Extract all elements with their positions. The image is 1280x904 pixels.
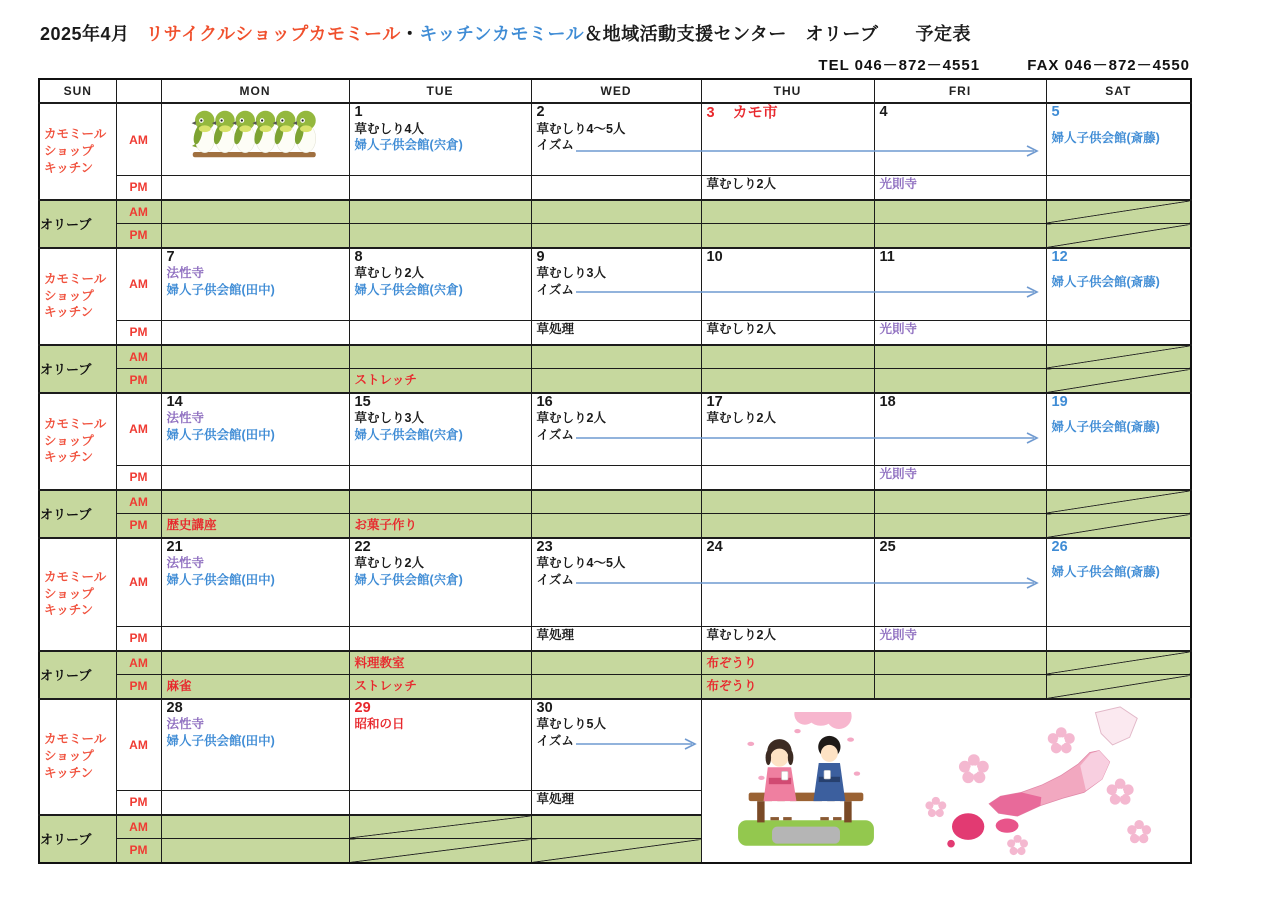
day-number-line: [875, 104, 1046, 121]
cell-w4-tue-pm: [349, 627, 531, 651]
olive-label: オリーブ: [39, 200, 116, 248]
cell-w1-wed-olive-am: [531, 200, 701, 224]
olive-label: オリーブ: [39, 490, 116, 538]
cell-w2-mon-am: [161, 248, 349, 321]
day-number: 4: [879, 104, 888, 120]
cell-w1-wed-pm: [531, 176, 701, 200]
day-number: 15: [354, 393, 371, 410]
cell-w5-mon-olive-pm: [161, 839, 349, 863]
cell-w3-mon-olive-pm: [161, 514, 349, 538]
kamomile-shop-kitchen-label: [39, 699, 116, 815]
cell-w5-wed-am: [531, 699, 701, 791]
olive-label: オリーブ: [39, 815, 116, 863]
seasonal-illustrations: [702, 705, 1191, 857]
event-text: 草処理: [536, 322, 575, 336]
tel-number: TEL 046－872－4551: [818, 57, 981, 74]
day-number-line: [1047, 539, 1191, 556]
event-text: 婦人子供会館(田中): [166, 282, 275, 297]
day-number: 19: [1051, 393, 1068, 410]
day-number: 9: [536, 248, 545, 265]
cell-w3-mon-pm: [161, 466, 349, 490]
day-number: 8: [354, 248, 363, 265]
cell-w5-mon-pm: [161, 791, 349, 815]
cell-w4-tue-am: [349, 538, 531, 627]
day-number: 26: [1051, 538, 1068, 555]
fax-number: FAX 046－872－4550: [1027, 57, 1190, 74]
event-text: 婦人子供会館(宍倉): [354, 572, 463, 587]
cell-w1-thu-olive-am: [701, 200, 874, 224]
schedule-table-host: [38, 78, 1192, 864]
day-number-line: [532, 700, 701, 717]
event-text: 布ぞうり: [706, 679, 757, 694]
cell-w1-thu-am: [701, 103, 874, 176]
event-text: 草むしり3人: [536, 266, 606, 281]
event-text: 麻雀: [166, 679, 192, 694]
cell-w2-wed-olive-pm: [531, 369, 701, 393]
day-header-wed: WED: [531, 79, 701, 103]
am-label: AM: [116, 699, 161, 791]
label-line: ショップ: [44, 143, 94, 158]
cell-w2-wed-am: [531, 248, 701, 321]
event-text: 法性寺: [166, 266, 205, 281]
cell-w1-sat-olive-am: [1046, 200, 1191, 224]
event-text: 草むしり2人: [706, 177, 776, 191]
week2-olive-am-row: [39, 345, 1191, 369]
event-text: 草むしり2人: [706, 628, 776, 642]
day-number-line: [162, 539, 349, 556]
cell-w2-thu-olive-am: [701, 345, 874, 369]
day-number: 21: [166, 538, 183, 555]
event-text: 草処理: [536, 628, 575, 642]
day-header-sat: SAT: [1046, 79, 1191, 103]
cell-w1-wed-olive-pm: [531, 224, 701, 248]
cell-w4-tue-olive-am: [349, 651, 531, 675]
cell-w1-sat-olive-pm: [1046, 224, 1191, 248]
cell-w3-sat-am: [1046, 393, 1191, 466]
cell-w3-mon-am: [161, 393, 349, 466]
week3-olive-am-row: [39, 490, 1191, 514]
cell-w1-wed-am: [531, 103, 701, 176]
label-line: キッチン: [44, 305, 94, 320]
cell-w1-thu-olive-pm: [701, 224, 874, 248]
cell-w2-mon-olive-am: [161, 345, 349, 369]
event-text: 歴史講座: [166, 518, 217, 533]
cell-w1-mon-am: [161, 103, 349, 176]
day-number: 18: [879, 393, 896, 410]
cell-w2-sat-am: [1046, 248, 1191, 321]
day-header-mon: MON: [161, 79, 349, 103]
day-number-line: [162, 394, 349, 411]
week2-pm-row: [39, 321, 1191, 345]
cell-w3-thu-am: [701, 393, 874, 466]
cell-w2-thu-pm: [701, 321, 874, 345]
mejiro-birds-illustration: [174, 104, 336, 170]
cell-w4-thu-olive-pm: [701, 675, 874, 699]
cell-w1-fri-pm: [874, 176, 1046, 200]
week4-olive-am-row: [39, 651, 1191, 675]
am-label: AM: [116, 651, 161, 675]
cell-w4-fri-olive-am: [874, 651, 1046, 675]
day-header-sun: SUN: [39, 79, 116, 103]
cell-w4-wed-olive-pm: [531, 675, 701, 699]
label-line: キッチン: [44, 450, 94, 465]
label-line: ショップ: [44, 749, 94, 764]
cell-w1-fri-olive-am: [874, 200, 1046, 224]
cell-w2-mon-pm: [161, 321, 349, 345]
cell-w4-tue-olive-pm: [349, 675, 531, 699]
title-kitchen-name: キッチンカモミール: [419, 24, 585, 44]
pm-label: PM: [116, 466, 161, 490]
olive-label: オリーブ: [39, 345, 116, 393]
event-text: 婦人子供会館(斎藤): [1051, 130, 1160, 145]
am-label: AM: [116, 538, 161, 627]
day-number-line: [875, 394, 1046, 411]
kamomile-shop-kitchen-label: [39, 393, 116, 490]
pm-label: PM: [116, 791, 161, 815]
event-text: 光則寺: [879, 628, 918, 642]
event-text: 草むしり4～5人: [536, 556, 626, 571]
event-text: イズム: [536, 572, 574, 587]
label-line: カモミール: [44, 569, 107, 584]
seasonal-illustration-cell: [701, 699, 1191, 863]
weekday-header-row: [39, 79, 1191, 103]
am-label: AM: [116, 815, 161, 839]
cell-w4-mon-am: [161, 538, 349, 627]
cell-w3-thu-pm: [701, 466, 874, 490]
cell-w2-wed-pm: [531, 321, 701, 345]
event-text: ストレッチ: [354, 373, 417, 388]
day-number: 17: [706, 393, 723, 410]
cell-w4-thu-olive-am: [701, 651, 874, 675]
week4-pm-row: [39, 627, 1191, 651]
cell-w3-sat-olive-am: [1046, 490, 1191, 514]
event-text: 婦人子供会館(斎藤): [1051, 420, 1160, 435]
event-text: 法性寺: [166, 717, 205, 732]
cell-w4-wed-pm: [531, 627, 701, 651]
cell-w1-mon-olive-pm: [161, 224, 349, 248]
label-line: カモミール: [44, 271, 107, 286]
event-text: 光則寺: [879, 177, 918, 191]
cell-w3-fri-pm: [874, 466, 1046, 490]
cell-w3-tue-pm: [349, 466, 531, 490]
kamomile-shop-kitchen-label: [39, 248, 116, 345]
event-text: 婦人子供会館(斎藤): [1051, 275, 1160, 290]
cell-w3-tue-am: [349, 393, 531, 466]
day-number: 28: [166, 699, 183, 716]
event-text: 婦人子供会館(田中): [166, 572, 275, 587]
cell-w4-sat-olive-pm: [1046, 675, 1191, 699]
kamomile-shop-kitchen-label: [39, 538, 116, 651]
day-number-line: [1047, 104, 1191, 121]
event-text: 草むしり5人: [536, 717, 606, 732]
event-text: イズム: [536, 138, 574, 153]
pm-label: PM: [116, 675, 161, 699]
schedule-table: [38, 78, 1192, 864]
cell-w3-mon-olive-am: [161, 490, 349, 514]
cell-w5-wed-olive-am: [531, 815, 701, 839]
pm-label: PM: [116, 369, 161, 393]
week3-olive-pm-row: [39, 514, 1191, 538]
event-text: 法性寺: [166, 556, 205, 571]
cell-w4-mon-olive-am: [161, 651, 349, 675]
title-shop-name: リサイクルショップカモミール: [145, 24, 401, 44]
cell-w4-sat-am: [1046, 538, 1191, 627]
cell-w3-fri-olive-pm: [874, 514, 1046, 538]
event-text: 草むしり2人: [536, 411, 606, 426]
cell-w3-wed-olive-pm: [531, 514, 701, 538]
week4-olive-pm-row: [39, 675, 1191, 699]
day-number-line: [1047, 394, 1191, 411]
cell-w2-thu-am: [701, 248, 874, 321]
cell-w4-wed-am: [531, 538, 701, 627]
label-line: カモミール: [44, 126, 107, 141]
cell-w3-sat-pm: [1046, 466, 1191, 490]
am-label: AM: [116, 393, 161, 466]
event-text: 法性寺: [166, 411, 205, 426]
pm-label: PM: [116, 321, 161, 345]
cell-w1-thu-pm: [701, 176, 874, 200]
cell-w2-sat-olive-pm: [1046, 369, 1191, 393]
day-number: 3: [706, 105, 715, 121]
day-header-tue: TUE: [349, 79, 531, 103]
label-line: ショップ: [44, 586, 94, 601]
day-number-line: [350, 249, 531, 266]
page-title: [40, 20, 971, 46]
cell-w4-wed-olive-am: [531, 651, 701, 675]
event-text: 草むしり4人: [354, 121, 424, 136]
day-number: 2: [536, 104, 545, 120]
cell-w3-fri-olive-am: [874, 490, 1046, 514]
day-number: 11: [879, 248, 895, 265]
cell-w5-mon-am: [161, 699, 349, 791]
event-text: イズム: [536, 733, 574, 748]
cell-w3-wed-am: [531, 393, 701, 466]
day-number: 16: [536, 393, 553, 410]
cell-w3-tue-olive-pm: [349, 514, 531, 538]
day-number-line: [702, 394, 874, 411]
cell-w1-tue-olive-am: [349, 200, 531, 224]
contact-info: [818, 54, 1190, 75]
event-text: 婦人子供会館(田中): [166, 733, 275, 748]
event-text: 草むしり4～5人: [536, 121, 626, 136]
day-number-line: [162, 249, 349, 266]
week1-am-row: [39, 103, 1191, 176]
label-line: キッチン: [44, 603, 94, 618]
cell-w2-tue-am: [349, 248, 531, 321]
title-rest: ＆地域活動支援センター オリーブ 予定表: [584, 24, 971, 44]
label-line: キッチン: [44, 160, 94, 175]
cell-w1-mon-olive-am: [161, 200, 349, 224]
week1-olive-pm-row: [39, 224, 1191, 248]
event-text: 布ぞうり: [706, 655, 757, 670]
hanami-couple-illustration: [731, 712, 881, 850]
week1-pm-row: [39, 176, 1191, 200]
cell-w3-wed-pm: [531, 466, 701, 490]
am-label: AM: [116, 103, 161, 176]
event-text: 婦人子供会館(田中): [166, 427, 275, 442]
event-text: 婦人子供会館(宍倉): [354, 427, 463, 442]
cell-w5-tue-olive-am: [349, 815, 531, 839]
cell-w2-sat-olive-am: [1046, 345, 1191, 369]
cell-w4-sat-pm: [1046, 627, 1191, 651]
cell-w2-sat-pm: [1046, 321, 1191, 345]
day-number-line: [875, 249, 1046, 266]
event-text: 光則寺: [879, 322, 918, 336]
pm-label: PM: [116, 514, 161, 538]
event-text: 昭和の日: [354, 717, 405, 732]
cell-w4-thu-pm: [701, 627, 874, 651]
cell-w4-fri-am: [874, 538, 1046, 627]
day-number-line: [702, 104, 874, 122]
event-text: 草むしり2人: [706, 411, 776, 426]
cell-w4-mon-pm: [161, 627, 349, 651]
cell-w5-tue-pm: [349, 791, 531, 815]
event-text: 草むしり2人: [354, 266, 424, 281]
week4-am-row: [39, 538, 1191, 627]
event-text: 草処理: [536, 792, 575, 806]
week5-am-row: [39, 699, 1191, 791]
cell-w2-fri-olive-pm: [874, 369, 1046, 393]
label-line: ショップ: [44, 433, 94, 448]
cell-w1-tue-pm: [349, 176, 531, 200]
cell-w2-tue-olive-am: [349, 345, 531, 369]
event-text: ストレッチ: [354, 679, 417, 694]
day-number: 25: [879, 538, 896, 555]
pm-label: PM: [116, 839, 161, 863]
day-number: 23: [536, 538, 553, 555]
cell-w4-fri-olive-pm: [874, 675, 1046, 699]
week2-am-row: [39, 248, 1191, 321]
am-label: AM: [116, 490, 161, 514]
day-number: 12: [1051, 248, 1068, 265]
cell-w1-fri-am: [874, 103, 1046, 176]
label-line: キッチン: [44, 765, 94, 780]
day-header-thu: THU: [701, 79, 874, 103]
day-number: 29: [354, 699, 371, 716]
label-line: カモミール: [44, 732, 107, 747]
day-number: 7: [166, 248, 175, 265]
cell-w2-fri-pm: [874, 321, 1046, 345]
event-text: イズム: [536, 282, 574, 297]
day-number-line: [702, 539, 874, 556]
day-header-fri: FRI: [874, 79, 1046, 103]
day-number: 1: [354, 104, 363, 120]
event-text: 婦人子供会館(宍倉): [354, 138, 463, 153]
cell-w1-sat-am: [1046, 103, 1191, 176]
day-number-line: [350, 700, 531, 717]
sakura-front-map-illustration: [915, 705, 1160, 857]
event-text: 料理教室: [354, 655, 405, 670]
cell-w2-tue-pm: [349, 321, 531, 345]
cell-w5-mon-olive-am: [161, 815, 349, 839]
title-year-month: 2025年4月: [40, 24, 130, 44]
week1-olive-am-row: [39, 200, 1191, 224]
event-text: 草むしり3人: [354, 411, 424, 426]
day-number: 10: [706, 248, 723, 265]
cell-w2-mon-olive-pm: [161, 369, 349, 393]
label-line: ショップ: [44, 288, 94, 303]
cell-w1-tue-am: [349, 103, 531, 176]
pm-label: PM: [116, 627, 161, 651]
am-label: AM: [116, 345, 161, 369]
cell-w3-tue-olive-am: [349, 490, 531, 514]
am-label: AM: [116, 248, 161, 321]
day-number-line: [532, 539, 701, 556]
week3-am-row: [39, 393, 1191, 466]
cell-w2-thu-olive-pm: [701, 369, 874, 393]
cell-w3-wed-olive-am: [531, 490, 701, 514]
event-text: 婦人子供会館(宍倉): [354, 282, 463, 297]
day-header-spacer: [116, 79, 161, 103]
cell-w2-fri-am: [874, 248, 1046, 321]
event-text: 草むしり2人: [706, 322, 776, 336]
title-separator: ・: [400, 24, 420, 44]
day-number-line: [350, 104, 531, 121]
week3-pm-row: [39, 466, 1191, 490]
pm-label: PM: [116, 176, 161, 200]
cell-w4-mon-olive-pm: [161, 675, 349, 699]
cell-w4-fri-pm: [874, 627, 1046, 651]
am-label: AM: [116, 200, 161, 224]
event-text: 婦人子供会館(斎藤): [1051, 565, 1160, 580]
cell-w1-fri-olive-pm: [874, 224, 1046, 248]
cell-w3-fri-am: [874, 393, 1046, 466]
event-text: イズム: [536, 427, 574, 442]
cell-w3-thu-olive-am: [701, 490, 874, 514]
day-number-line: [162, 700, 349, 717]
cell-w5-tue-olive-pm: [349, 839, 531, 863]
cell-w1-sat-pm: [1046, 176, 1191, 200]
day-number: 14: [166, 393, 183, 410]
event-text: 光則寺: [879, 467, 918, 481]
event-text: 草むしり2人: [354, 556, 424, 571]
cell-w1-mon-pm: [161, 176, 349, 200]
cell-w1-tue-olive-pm: [349, 224, 531, 248]
pm-label: PM: [116, 224, 161, 248]
day-number-line: [350, 539, 531, 556]
cell-w4-thu-am: [701, 538, 874, 627]
label-line: カモミール: [44, 416, 107, 431]
day-number-line: [702, 249, 874, 266]
holiday-event-label: カモ市: [732, 104, 778, 121]
day-number: 30: [536, 699, 553, 716]
kamomile-shop-kitchen-label: [39, 103, 116, 200]
cell-w5-tue-am: [349, 699, 531, 791]
cell-w5-wed-pm: [531, 791, 701, 815]
day-number-line: [532, 104, 701, 121]
week2-olive-pm-row: [39, 369, 1191, 393]
cell-w5-wed-olive-pm: [531, 839, 701, 863]
olive-label: オリーブ: [39, 651, 116, 699]
day-number-line: [875, 539, 1046, 556]
event-text: お菓子作り: [354, 518, 418, 533]
day-number-line: [532, 394, 701, 411]
cell-w3-sat-olive-pm: [1046, 514, 1191, 538]
day-number-line: [532, 249, 701, 266]
day-number: 22: [354, 538, 371, 555]
day-number-line: [1047, 249, 1191, 266]
day-number-line: [350, 394, 531, 411]
day-number: 5: [1051, 104, 1060, 120]
day-number: 24: [706, 538, 723, 555]
cell-w3-thu-olive-pm: [701, 514, 874, 538]
cell-w2-wed-olive-am: [531, 345, 701, 369]
cell-w2-tue-olive-pm: [349, 369, 531, 393]
cell-w2-fri-olive-am: [874, 345, 1046, 369]
cell-w4-sat-olive-am: [1046, 651, 1191, 675]
